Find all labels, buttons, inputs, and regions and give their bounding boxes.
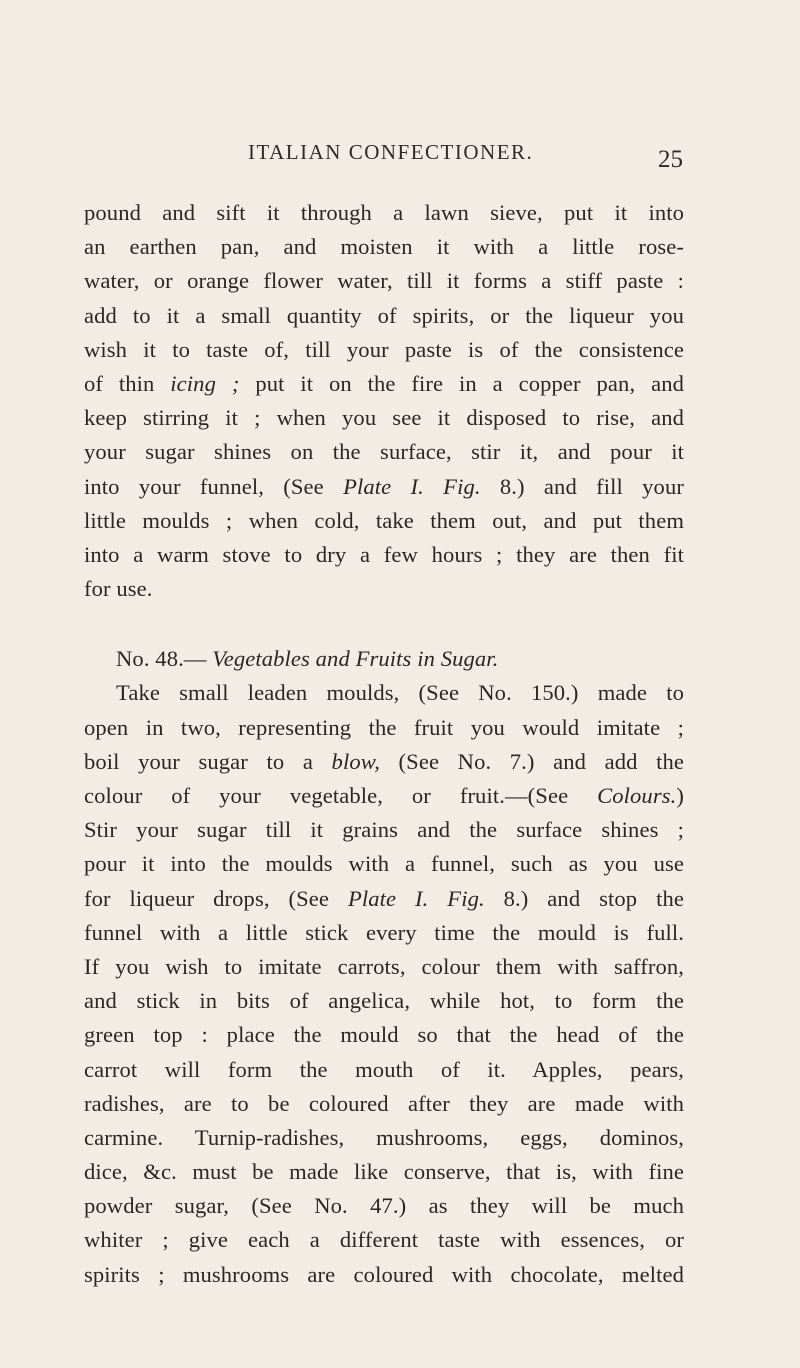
- text-line: your sugar shines on the surface, stir it, and pour it: [84, 439, 684, 465]
- text-run: into your funnel, (See: [84, 473, 344, 499]
- text-line: green top : place the mould so that the head of the: [84, 1022, 684, 1048]
- recipe-paragraph: [84, 676, 684, 1291]
- italic-term: Colours.: [597, 783, 677, 808]
- text-line: [84, 779, 684, 813]
- text-line: [84, 367, 684, 401]
- text-line: [84, 882, 684, 916]
- text-line: Take small leaden moulds, (See No. 150.) made to: [116, 680, 684, 706]
- text-line: funnel with a little stick every time the mould is full.: [84, 919, 684, 945]
- text-line: keep stirring it ; when you see it disposed to rise, and: [84, 405, 684, 431]
- text-line: dice, &c. must be made like conserve, that is, with fine: [84, 1159, 684, 1185]
- text-run: 8.) and stop the: [484, 885, 684, 911]
- text-run: colour of your vegetable, or fruit.—(See: [84, 783, 598, 808]
- text-run: for liqueur drops, (See: [84, 885, 348, 911]
- section-number: No. 48.—: [116, 646, 213, 672]
- text-line: pound and sift it through a lawn sieve, put it into: [84, 200, 684, 225]
- text-line: carmine. Turnip-radishes, mushrooms, eggs, dominos,: [84, 1124, 684, 1150]
- text-run: (See No. 7.) and add the: [379, 748, 684, 774]
- section-heading: [84, 642, 684, 676]
- text-line: add to it a small quantity of spirits, or the liqueur you: [84, 302, 684, 328]
- plate-reference: Plate I. Fig.: [343, 473, 481, 499]
- text-line: radishes, are to be coloured after they are made with: [84, 1090, 684, 1116]
- text-line: whiter ; give each a different taste with essences, or: [84, 1227, 684, 1253]
- text-line: [84, 470, 684, 504]
- text-line: carrot will form the mouth of it. Apples, pears,: [84, 1056, 684, 1082]
- text-run: ): [676, 783, 684, 808]
- text-line: little moulds ; when cold, take them out, and put them: [84, 507, 684, 533]
- text-run: of thin: [84, 370, 171, 396]
- text-line: open in two, representing the fruit you would imitate ;: [84, 714, 684, 740]
- text-line: [84, 745, 684, 779]
- text-line: for use.: [84, 576, 153, 602]
- text-line: wish it to taste of, till your paste is of the consistence: [84, 336, 684, 362]
- text-run: put it on the fire in a copper pan, and: [239, 370, 684, 396]
- running-title: ITALIAN CONFECTIONER.: [248, 140, 534, 164]
- page-number: 25: [658, 146, 683, 173]
- section-title: Vegetables and Fruits in Sugar.: [212, 646, 499, 672]
- text-run: 8.) and fill your: [480, 473, 684, 499]
- text-line: powder sugar, (See No. 47.) as they will be much: [84, 1193, 684, 1219]
- italic-term: icing ;: [170, 370, 240, 396]
- text-run: boil your sugar to a: [84, 748, 332, 774]
- text-line: If you wish to imitate carrots, colour them with saffron,: [84, 953, 684, 979]
- text-line: water, or orange flower water, till it forms a stiff paste :: [84, 268, 684, 294]
- text-line: spirits ; mushrooms are coloured with chocolate, melted: [84, 1261, 684, 1287]
- paragraph-continuation: [84, 196, 684, 606]
- text-line: an earthen pan, and moisten it with a little rose-: [84, 234, 684, 260]
- text-line: pour it into the moulds with a funnel, such as you use: [84, 851, 684, 877]
- text-line: into a warm stove to dry a few hours ; they are then fit: [84, 541, 684, 567]
- text-line: Stir your sugar till it grains and the surface shines ;: [84, 817, 684, 843]
- body-text: [84, 196, 684, 1292]
- text-line: and stick in bits of angelica, while hot, to form the: [84, 988, 684, 1014]
- italic-term: blow,: [331, 748, 380, 774]
- plate-reference: Plate I. Fig.: [347, 885, 485, 911]
